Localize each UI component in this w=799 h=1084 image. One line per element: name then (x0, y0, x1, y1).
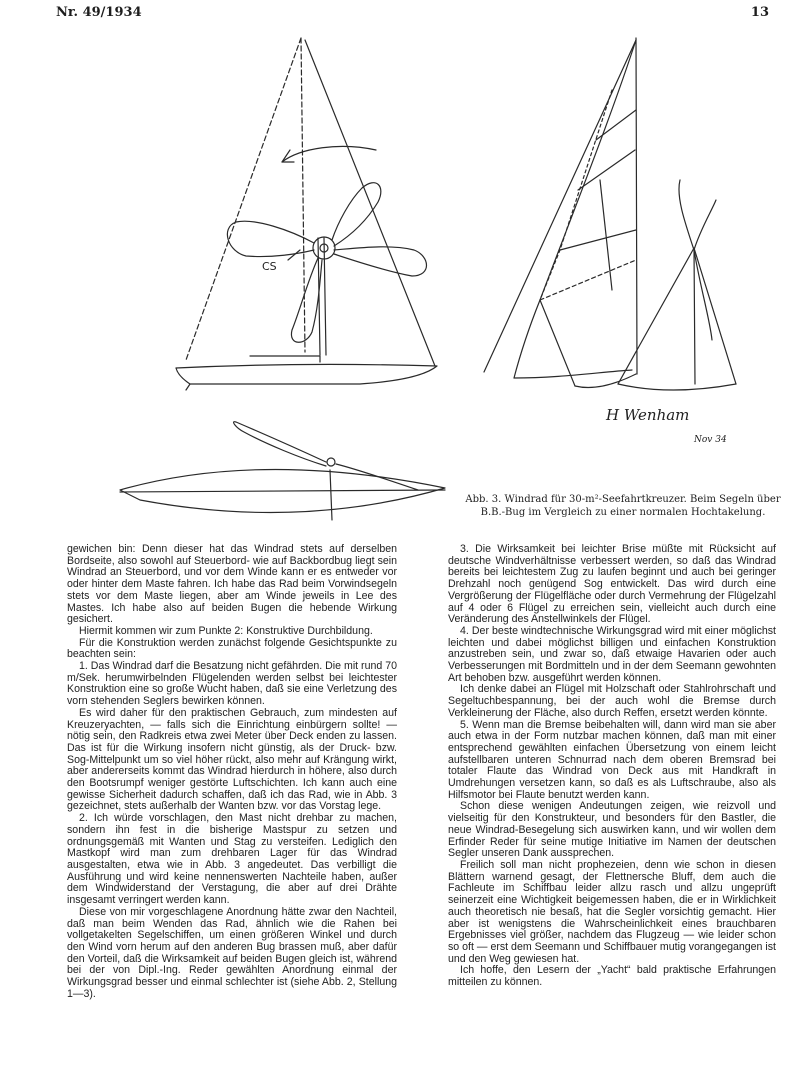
paragraph: gewichen bin: Denn dieser hat das Windrad stets auf derselben Bordseite, also sowohl auf Steuerbord- wie auf Backbordbug liegt sein Windrad an Steuerbord, und vor dem Winde kann er es entweder vor oder hinter dem Maste fahren. Ich habe das Rad beim Vorwindsegeln stets vor dem Maste liegen, aber am Winde jeweils in Lee des Mastes. Ich habe also auf beiden Bugen die hebende Wirkung gesichert. (67, 543, 397, 626)
paragraph: Freilich soll man nicht prophezeien, denn wie schon in diesen Blättern warnend gesagt, der Flettnersche Bluff, dem auch die Fachleute im Schiffbau leider allzu rasch und allzu ungeprüft seinerzeit eine Wichtigkeit beigemessen haben, die er in Wirklichkeit auch theoretisch nie besaß, hat die Segler vorsichtig gemacht. Hier aber ist wenigstens die Wahrscheinlichkeit eines brauchbaren Ergebnisses viel größer, nachdem das Flugzeug — wie leider schon so oft — erst dem Seemann und Schiffbauer mutig vorangegangen ist und den Weg gewiesen hat. (448, 858, 776, 965)
left-boat-sail-outline (186, 38, 305, 360)
blade-lower-left (291, 258, 322, 342)
figure-date-note: Nov 34 (694, 435, 727, 445)
normal-rig-mast (636, 38, 637, 374)
paragraph: Es wird daher für den praktischen Gebrauch, zum mindesten auf Kreuzeryachten, — falls sich die Einrichtung einbürgern sollte! — nötig sein, den Radkreis etwa zwei Meter über Deck enden zu lassen. Das ist für die Wirkung insofern nicht günstig, als der Druck- bzw. Sog-Mittelpunkt um so viel höher rückt, also mehr auf Krängung wirkt, aber andererseits kommt das Windrad hierdurch in höhere, also durch den Bootsrumpf weniger gestörte Luftschichten. Ich kann auch eine gewisse Sicherheit dadurch schaffen, daß ich das Rad, wie in Abb. 3 gezeichnet, stets außerhalb der Wanten bzw. vor das Vorstag lege. (67, 706, 397, 813)
paragraph: Schon diese wenigen Andeutungen zeigen, wie reizvoll und vielseitig für den Konstrukteur, und besonders für den Bastler, die neue Windrad-Besegelung sich auswirken kann, und wir wollen dem Erfinder Reder für seine mutige Initiative im Namen der deutschen Segler unseren Dank aussprechen. (448, 800, 776, 860)
paragraph: Für die Konstruktion werden zunächst folgende Gesichtspunkte zu beachten sein: (67, 636, 397, 661)
paragraph: Hiermit kommen wir zum Punkte 2: Konstruktive Durchbildung. (79, 624, 373, 637)
paragraph: 3. Die Wirksamkeit bei leichter Brise müßte mit Rücksicht auf deutsche Windverhältnisse verbessert werden, so daß das Windrad bereits bei leichtestem Zug zu laufen beginnt und auch bei geringer Drehzahl noch genügend Sog entwickelt. Das wird durch eine Vergrößerung der Flügelfläche oder durch Vermehrung der Flügelzahl auf 4 oder 6 Flügel zu erreichen sein, vielleicht auch durch eine Veränderung des Anstellwinkels der Flügel. (448, 543, 776, 626)
figure-signature: H Wenham (606, 406, 690, 424)
right-column (448, 544, 776, 989)
left-column (67, 544, 397, 1000)
paragraph: 5. Wenn man die Bremse beibehalten will, dann wird man sie aber auch etwa in der Form nutzbar machen können, daß man mit einer entsprechend gewählten einfachen Übersetzung von einem leicht aufstellbaren unteren Schnurrad nach dem oberen Bremsrad bei totaler Flaute das Windrad von Deck aus mit Handkraft in Umdrehungen versetzen kann, so daß es als Luftschraube, also als Hilfsmotor bei Flaute benutzt werden kann. (448, 718, 776, 801)
issue-number: Nr. 49/1934 (56, 5, 142, 20)
rotation-arrow (282, 146, 376, 162)
figure-cs-label: CS (262, 260, 277, 273)
paragraph: Diese von mir vorgeschlagene Anordnung hätte zwar den Nachteil, daß man beim Wenden das Rad, ähnlich wie die Rahen bei vollgetakelten Segelschiffen, um einen größeren Winkel und durch den Wind vorn herum auf den anderen Bug brassen muß, aber dafür den Vorteil, daß die Wirksamkeit auf beiden Bugen gleich ist, während bei der von Dipl.-Ing. Reder gewählten Anordnung einmal der Wirkungsgrad besser und einmal schlechter ist (siehe Abb. 2, Stellung 1—3). (67, 905, 397, 1000)
paragraph: 1. Das Windrad darf die Besatzung nicht gefährden. Die mit rund 70 m/Sek. herumwirbelnden Flügelenden werden selbst bei leichtester Konstruktion eine so große Wucht haben, daß sie eine Verletzung des vorn stehenden Seglers bewirken können. (67, 660, 397, 708)
plan-view-mast (330, 470, 332, 520)
paragraph: Ich hoffe, den Lesern der „Yacht“ bald praktische Erfahrungen mitteilen zu können. (448, 964, 776, 989)
blade-lower-right (334, 247, 427, 276)
page-number: 13 (750, 5, 769, 20)
figure-caption: Abb. 3. Windrad für 30-m²-Seefahrtkreuzer. Beim Segeln über B.B.-Bug im Vergleich zu einer normalen Hochtakelung. (465, 494, 781, 518)
figure-drawings (0, 0, 799, 540)
paragraph: 2. Ich würde vorschlagen, den Mast nicht drehbar zu machen, sondern ihn fest in die bisherige Mastspur zu setzen und ordnungsgemäß mit Wanten und Stag zu versteifen. Lediglich den Mastkopf wird man zum drehbaren Lager für das Windrad ausgestalten, etwa wie in Abb. 3 angedeutet. Das verbilligt die Ausführung und wird keine nennenswerten Nachteile haben, außer dem Windwiderstand der Verstagung, die aber auf drei Drähte insgesamt verringert werden kann. (67, 812, 397, 907)
windmill-rig-mast (694, 248, 695, 384)
left-boat-hull (176, 364, 437, 384)
plan-view-blade-left (234, 422, 326, 466)
paragraph: Ich denke dabei an Flügel mit Holzschaft oder Stahlrohrschaft und Segeltuchbespannung, bei der auch wohl die Bremse durch Verkleinerung der Fläche, also durch Reffen, ersetzt werden könnte. (448, 683, 776, 719)
blade-upper-right (332, 183, 381, 246)
normal-rig-sail (514, 40, 636, 378)
blade-upper-left (227, 221, 314, 256)
left-boat-mast (318, 238, 326, 355)
paragraph: 4. Der beste windtechnische Wirkungsgrad wird mit einer möglichst leichten und dabei möglichst billigen und einfachen Konstruktion anzustreben sein, und zwar so, daß etwaige Havarien oder auch Verbesserungen mit Bordmitteln und in der dem Seemann gewohnten Art behoben bzw. ausgeführt werden können. (448, 624, 776, 684)
